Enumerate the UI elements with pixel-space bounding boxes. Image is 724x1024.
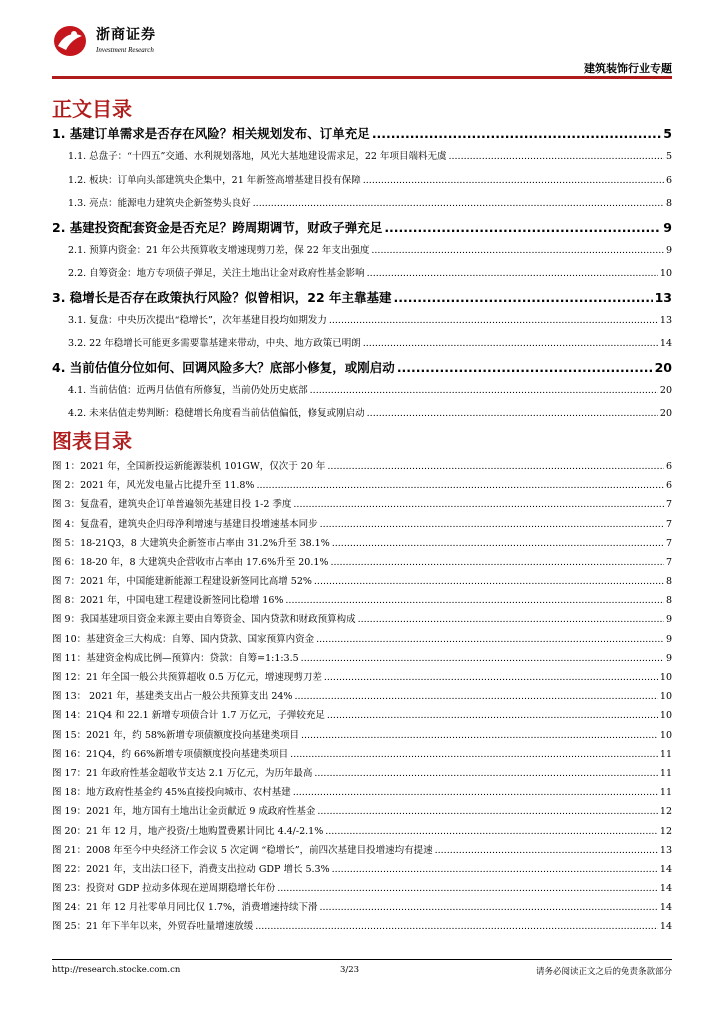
leader-dots (363, 169, 664, 193)
toc-chapter-label: 4. 当前估值分位如何、回调风险多大？底部小修复，或刚启动 (52, 359, 395, 375)
figure-entry[interactable] (52, 783, 672, 802)
toc-section-page: 10 (659, 268, 672, 279)
brand-subtitle: Investment Research (96, 46, 154, 54)
figure-entry-label: 图 5：18-21Q3，8 大建筑央企新签市占率由 31.2%升至 38.1% (52, 537, 330, 549)
figure-entry-page: 13 (659, 844, 672, 856)
figure-entry[interactable] (52, 611, 672, 630)
leader-dots (301, 649, 664, 668)
toc-section-label: 4.2. 未来估值走势判断：稳健增长角度看当前估值偏低，修复或刚启动 (68, 408, 365, 419)
figure-entry-page: 9 (665, 633, 672, 645)
toc-section-page: 14 (659, 338, 672, 349)
figure-entry[interactable] (52, 649, 672, 668)
report-type: 建筑装饰行业专题 (584, 62, 672, 75)
leader-dots (330, 553, 664, 572)
figure-entry-page: 10 (659, 672, 672, 684)
leader-dots (371, 239, 664, 263)
leader-dots (285, 591, 664, 610)
figure-entry[interactable] (52, 726, 672, 745)
figure-entry-page: 10 (659, 691, 672, 703)
leader-dots (256, 476, 663, 495)
figure-entry-page: 14 (659, 921, 672, 933)
figure-entry[interactable] (52, 841, 672, 860)
leader-dots (367, 402, 658, 426)
leader-dots (316, 630, 664, 649)
toc-section-page: 13 (659, 314, 672, 326)
toc-section-label: 1.2. 板块：订单向头部建筑央企集中，21 年新签高增基建目投有保障 (68, 174, 361, 186)
figure-entry[interactable] (52, 764, 672, 783)
leader-dots (253, 192, 664, 216)
figure-entry-page: 7 (665, 499, 672, 511)
figure-entry-page: 12 (659, 806, 672, 818)
toc-chapter[interactable] (52, 356, 672, 379)
figure-entry-label: 图 7：2021 年，中国能建新能源工程建设新签同比高增 52% (52, 576, 312, 588)
leader-dots (327, 706, 658, 725)
figure-entry-page: 9 (665, 652, 672, 664)
leader-dots (327, 457, 664, 476)
leader-dots (448, 145, 663, 169)
figure-entry-label: 图 4：复盘看，建筑央企归母净利增速与基建目投增速基本同步 (52, 518, 318, 530)
toc-chapter-page: 13 (654, 289, 672, 305)
figure-entry-page: 6 (665, 480, 672, 492)
figure-entry-label: 图 9：我国基建项目资金来源主要由自筹资金、国内贷款和财政预算构成 (52, 614, 356, 626)
footer-url: http://research.stocke.com.cn (52, 965, 181, 975)
leader-dots (394, 286, 653, 309)
figure-entry-label: 图 16：21Q4，约 66%新增专项债额度投向基建类项目 (52, 748, 289, 760)
leader-dots (277, 879, 658, 898)
figure-entry-page: 11 (659, 767, 672, 779)
figure-entry[interactable] (52, 706, 672, 725)
toc-section-label: 3.2. 22 年稳增长可能更多需要靠基建来带动，中央、地方政策已明朗 (68, 338, 361, 349)
toc-chapter-page: 20 (654, 359, 672, 375)
figure-entry-label: 图 23：投资对 GDP 拉动多体现在逆周期稳增长年份 (52, 883, 276, 895)
figure-entry[interactable] (52, 802, 672, 821)
toc-section[interactable] (52, 169, 672, 193)
figure-entry-page: 7 (665, 537, 672, 549)
leader-dots (310, 379, 658, 403)
toc-title: 正文目录 (52, 97, 132, 121)
leader-dots (320, 898, 658, 917)
figure-entry-page: 9 (665, 614, 672, 626)
figure-entry[interactable] (52, 495, 672, 514)
footer-disclaimer: 请务必阅读正文之后的免责条款部分 (535, 967, 672, 977)
figure-entry-page: 14 (659, 902, 672, 914)
figure-entry-label: 图 8：2021 年，中国电建工程建设新签同比稳增 16% (52, 595, 284, 607)
toc-section[interactable] (52, 239, 672, 263)
table-of-contents (52, 122, 672, 426)
leader-dots (324, 668, 658, 687)
figure-entry-page: 6 (665, 460, 672, 472)
figure-entry-page: 8 (665, 595, 672, 607)
toc-chapter-label: 1. 基建订单需求是否存在风险？相关规划发布、订单充足 (52, 126, 370, 141)
figure-list (52, 457, 672, 937)
figure-entry[interactable] (52, 630, 672, 649)
leader-dots (332, 534, 664, 553)
figure-entry-page: 14 (659, 863, 672, 875)
figure-entry-page: 10 (659, 710, 672, 722)
leader-dots (397, 356, 653, 379)
page-header (52, 14, 672, 76)
toc-section-page: 9 (665, 244, 672, 256)
figure-entry[interactable] (52, 591, 672, 610)
figure-entry[interactable] (52, 515, 672, 534)
leader-dots (317, 802, 658, 821)
figure-entry[interactable] (52, 822, 672, 841)
figure-entry-label: 图 14：21Q4 和 22.1 新增专项债合计 1.7 万亿元，子弹较充足 (52, 710, 325, 722)
figure-entry-label: 图 21：2008 年至今中央经济工作会议 5 次定调 “稳增长”，前四次基建目投增速均有提速 (52, 844, 433, 856)
toc-section[interactable] (52, 379, 672, 403)
figure-entry[interactable] (52, 918, 672, 937)
figure-entry[interactable] (52, 668, 672, 687)
figure-entry[interactable] (52, 687, 672, 706)
toc-section-page: 5 (665, 151, 672, 162)
toc-section-label: 1.3. 亮点：能源电力建筑央企新签势头良好 (68, 198, 251, 209)
toc-chapter-page: 9 (663, 219, 672, 235)
figure-entry-label: 图 10：基建资金三大构成：自筹、国内贷款、国家预算内资金 (52, 633, 315, 645)
leader-dots (293, 783, 658, 802)
figure-entry-page: 11 (659, 748, 672, 760)
leader-dots (290, 745, 658, 764)
figure-entry-label: 图 20：21 年 12 月，地产投资/土地购置费累计同比 4.4/-2.1% (52, 825, 324, 837)
brand-name: 浙商证券 (96, 27, 156, 43)
leader-dots (384, 216, 661, 239)
figure-entry[interactable] (52, 553, 672, 572)
figure-entry-label: 图 18：地方政府性基金约 45%直接投向城市、农村基建 (52, 787, 291, 799)
toc-section[interactable] (52, 332, 672, 356)
leader-dots (320, 515, 664, 534)
figure-entry-page: 7 (665, 518, 672, 530)
figure-entry-label: 图 15：2021 年，约 58%新增专项债额度投向基建类项目 (52, 729, 299, 741)
toc-chapter-label: 2. 基建投资配套资金是否充足？跨周期调节，财政子弹充足 (52, 219, 383, 235)
toc-section[interactable] (52, 192, 672, 216)
toc-section-page: 6 (665, 174, 672, 186)
header-divider (52, 76, 672, 79)
toc-chapter[interactable] (52, 122, 672, 145)
leader-dots (332, 860, 658, 879)
toc-section[interactable] (52, 402, 672, 426)
figure-entry-label: 图 1：2021 年，全国新投运新能源装机 101GW，仅次于 20 年 (52, 460, 326, 472)
toc-section[interactable] (52, 145, 672, 169)
toc-chapter-page: 5 (663, 126, 672, 141)
leader-dots (363, 332, 658, 356)
leader-dots (367, 262, 658, 286)
toc-chapter[interactable] (52, 286, 672, 309)
figure-entry-label: 图 25：21 年下半年以来，外贸吞吐量增速放缓 (52, 921, 254, 933)
toc-section-label: 2.1. 预算内资金：21 年公共预算收支增速现剪刀差，保 22 年支出强度 (68, 244, 370, 256)
leader-dots (255, 917, 658, 936)
figure-entry[interactable] (52, 457, 672, 476)
figure-entry[interactable] (52, 476, 672, 495)
leader-dots (314, 572, 664, 591)
toc-section-page: 20 (659, 384, 672, 396)
toc-chapter[interactable] (52, 216, 672, 239)
zheshang-logo-icon (52, 24, 88, 58)
figure-entry[interactable] (52, 879, 672, 898)
leader-dots (325, 822, 658, 841)
figure-entry-label: 图 22：2021 年，支出法口径下，消费支出拉动 GDP 增长 5.3% (52, 863, 330, 875)
figures-title: 图表目录 (52, 429, 132, 453)
figure-entry[interactable] (52, 860, 672, 879)
figure-entry[interactable] (52, 534, 672, 553)
leader-dots (372, 122, 661, 145)
figure-entry-label: 图 17：21 年政府性基金超收节支达 2.1 万亿元，为历年最高 (52, 767, 313, 779)
toc-section-label: 2.2. 自筹资金：地方专项债子弹足，关注土地出让金对政府性基金影响 (68, 268, 365, 279)
toc-section-page: 20 (659, 408, 672, 419)
leader-dots (314, 764, 658, 783)
toc-section-label: 4.1. 当前估值：近两月估值有所修复，当前仍处历史底部 (68, 384, 308, 396)
figure-entry-page: 11 (659, 787, 672, 799)
figure-entry-page: 10 (659, 729, 672, 741)
footer-divider (52, 959, 672, 960)
page-number: 3/23 (340, 965, 360, 975)
toc-section[interactable] (52, 262, 672, 286)
figure-entry-page: 12 (659, 825, 672, 837)
figure-entry-page: 7 (665, 556, 672, 568)
toc-section-label: 1.1. 总盘子：“十四五”交通、水利规划落地，风光大基地建设需求足，22 年项目端料无虞 (68, 151, 447, 162)
figure-entry-label: 图 12：21 年全国一般公共预算超收 0.5 万亿元，增速现剪刀差 (52, 672, 322, 684)
figure-entry-label: 图 13： 2021 年，基建类支出占一般公共预算支出 24% (52, 691, 293, 703)
toc-chapter-label: 3. 稳增长是否存在政策执行风险？似曾相识，22 年主靠基建 (52, 289, 392, 305)
figure-entry[interactable] (52, 745, 672, 764)
leader-dots (435, 841, 658, 860)
figure-entry-label: 图 2：2021 年，风光发电量占比提升至 11.8% (52, 480, 255, 492)
figure-entry-page: 8 (665, 576, 672, 588)
figure-entry-page: 14 (659, 883, 672, 895)
leader-dots (358, 610, 664, 629)
figure-entry[interactable] (52, 898, 672, 917)
leader-dots (329, 309, 658, 333)
toc-section-page: 8 (665, 198, 672, 209)
figure-entry-label: 图 6：18-20 年，8 大建筑央企营收市占率由 17.6%升至 20.1% (52, 556, 329, 568)
figure-entry[interactable] (52, 572, 672, 591)
figure-entry-label: 图 11：基建资金构成比例—预算内：贷款：自筹=1:1:3.5 (52, 652, 299, 664)
figure-entry-label: 图 24：21 年 12 月社零单月同比仅 1.7%，消费增速持续下滑 (52, 902, 318, 914)
toc-section-label: 3.1. 复盘：中央历次提出“稳增长”，次年基建目投均如期发力 (68, 314, 327, 326)
leader-dots (301, 726, 658, 745)
toc-section[interactable] (52, 309, 672, 333)
leader-dots (293, 495, 664, 514)
figure-entry-label: 图 3：复盘看，建筑央企订单普遍领先基建目投 1-2 季度 (52, 499, 292, 511)
figure-entry-label: 图 19：2021 年，地方国有土地出让金贡献近 9 成政府性基金 (52, 806, 316, 818)
leader-dots (294, 687, 657, 706)
